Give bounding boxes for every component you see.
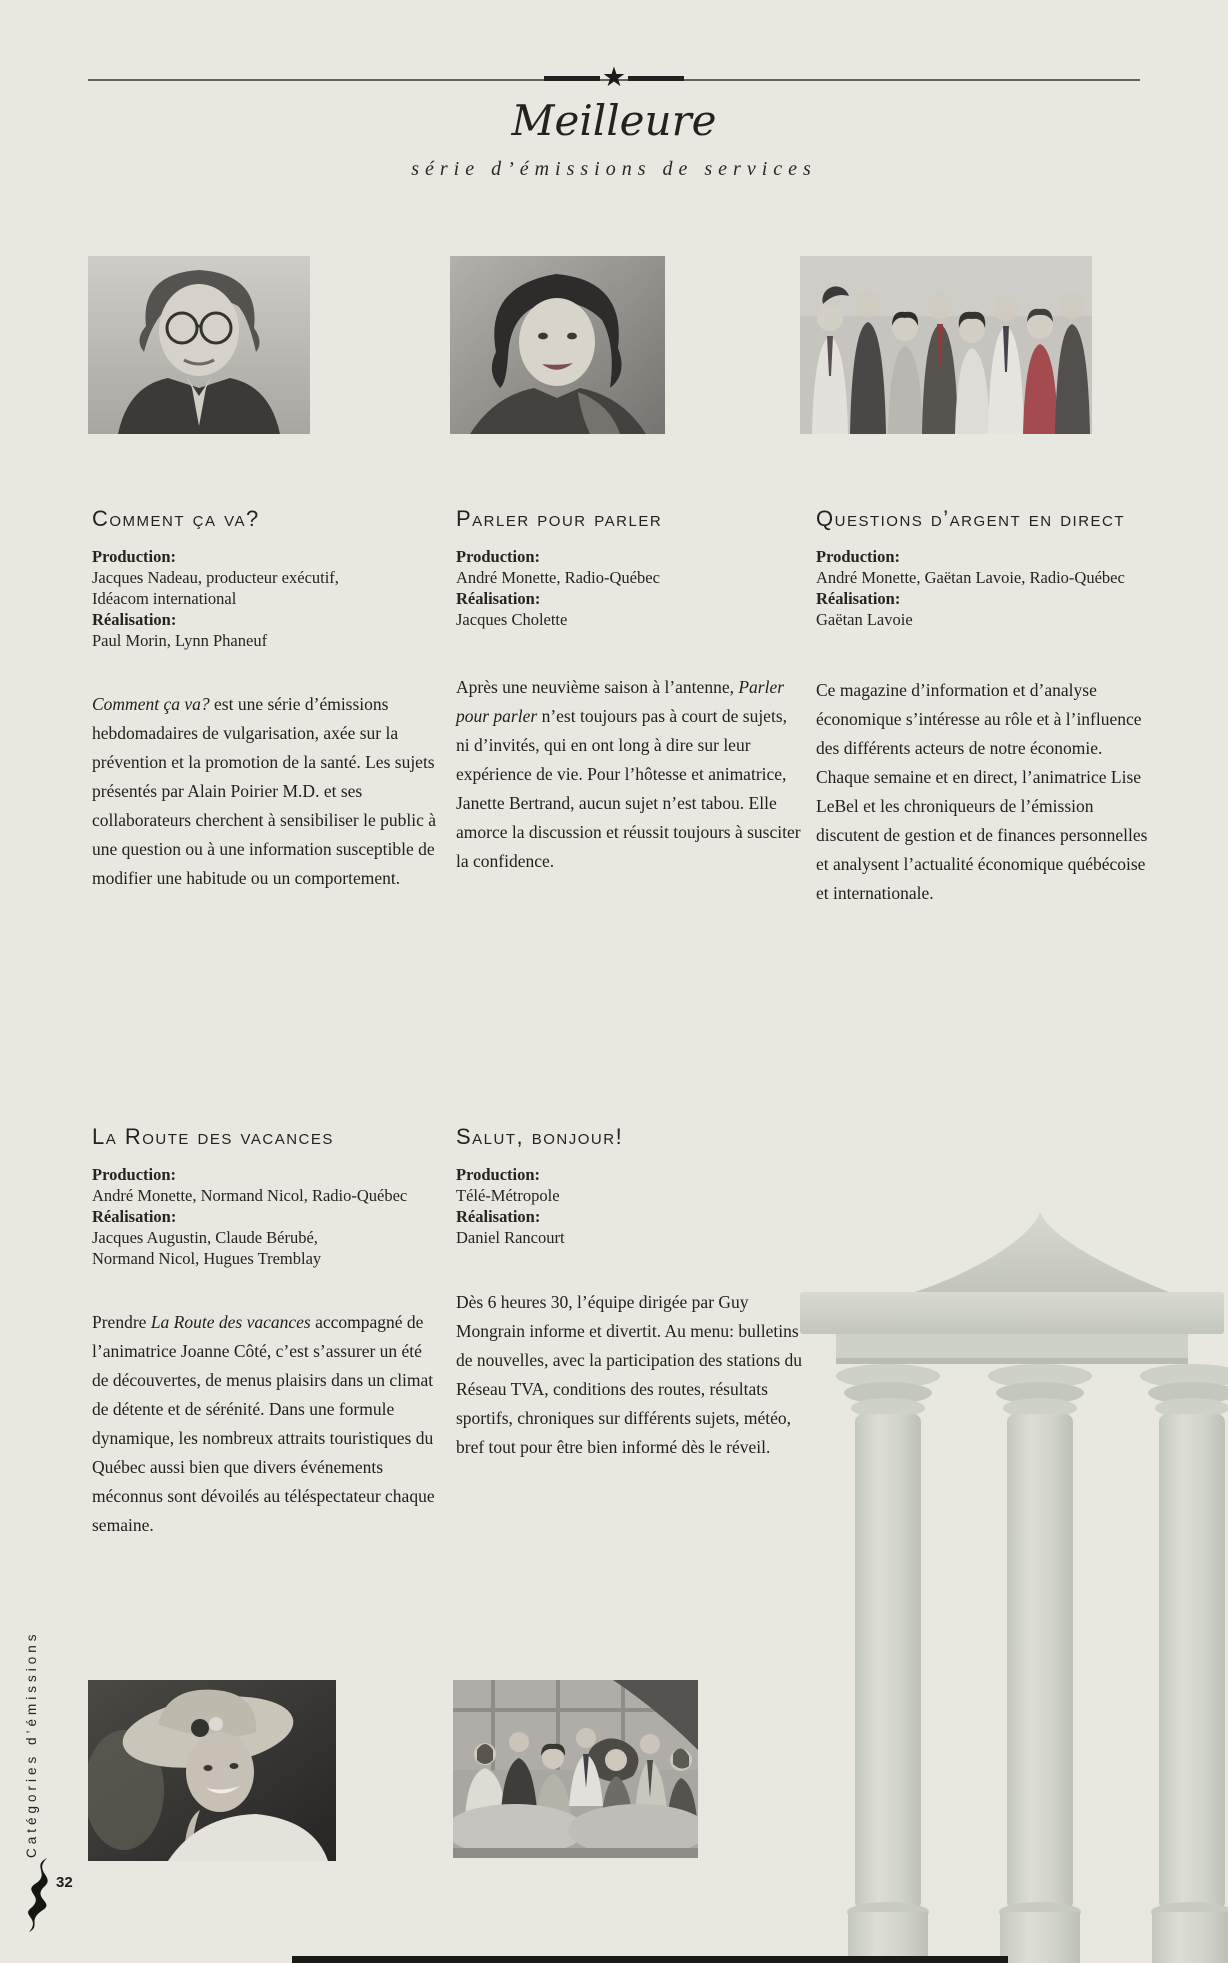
- production-names: Télé-Métropole: [456, 1186, 560, 1205]
- show-description: Ce magazine d’information et d’analyse économique s’intéresse au rôle et à l’influence des différents acteurs de notre économie. Chaque semaine et en direct, l’animatrice Lise LeBel et les chroniqueurs de l’émission discutent de gestion et de finances personnelles et analysent l’actualité économique québécoise et internationale.: [816, 680, 1148, 903]
- production-label: Production:: [816, 547, 901, 566]
- show-description: Comment ça va? est une série d’émissions hebdomadaires de vulgarisation, axée sur la prévention et la promotion de la santé. Les sujets présentés par Alain Poirier M.D. et ses collaborateurs cherchent à sensibiliser le public à une question ou à une information susceptible de modifier une habitude ou un comportement.: [92, 694, 437, 888]
- show-title: Salut, bonjour!: [456, 1124, 624, 1149]
- sidebar-category-label: Catégories d’émissions: [24, 1630, 39, 1858]
- show-title: La Route des vacances: [92, 1124, 334, 1149]
- photo-host-parler-pour-parler: [450, 256, 665, 434]
- realisation-names: Daniel Rancourt: [456, 1228, 565, 1247]
- show-card-questions-dargent: [816, 506, 1156, 903]
- credits-block: [456, 546, 804, 630]
- production-label: Production:: [92, 547, 177, 566]
- realisation-label: Réalisation:: [92, 610, 177, 629]
- production-names: André Monette, Normand Nicol, Radio-Québec: [92, 1186, 408, 1205]
- show-card-comment-ca-va: [92, 506, 440, 888]
- ornament-dash-right: [628, 76, 684, 81]
- production-names: André Monette, Gaëtan Lavoie, Radio-Québec: [816, 568, 1125, 587]
- realisation-names: Paul Morin, Lynn Phaneuf: [92, 631, 268, 650]
- show-title: Questions d’argent en direct: [816, 506, 1126, 531]
- show-description: Prendre La Route des vacances accompagné de l’animatrice Joanne Côté, c’est s’assurer un été de découvertes, de menus plaisirs dans un climat de détente et de sérénité. Dans une formule dynamique, les nombreux attraits touristiques du Québec aussi bien que divers événements méconnus sont dévoilés au téléspectateur chaque semaine.: [92, 1312, 435, 1535]
- page-number: 32: [56, 1874, 73, 1891]
- realisation-label: Réalisation:: [456, 589, 541, 608]
- photo-team-salut-bonjour: [453, 1680, 698, 1858]
- photo-host-comment-ca-va: [88, 256, 310, 434]
- show-card-la-route-des-vacances: [92, 1124, 440, 1535]
- credits-block: [92, 1164, 440, 1269]
- production-label: Production:: [456, 547, 541, 566]
- credits-block: [92, 546, 440, 651]
- photo-team-questions-dargent: [800, 256, 1092, 434]
- award-category-subtitle: série d’émissions de services: [411, 158, 817, 180]
- photo-host-la-route-des-vacances: [88, 1680, 336, 1861]
- credits-block: [816, 546, 1156, 630]
- show-card-salut-bonjour: [456, 1124, 804, 1457]
- ornament-dash-left: [544, 76, 600, 81]
- classical-columns-watermark: [760, 1200, 1228, 1963]
- show-card-parler-pour-parler: [456, 506, 804, 871]
- production-names: André Monette, Radio-Québec: [456, 568, 660, 587]
- credits-block: [456, 1164, 804, 1248]
- award-category-script-title: Meilleure: [511, 96, 717, 145]
- show-title: Comment ça va?: [92, 506, 260, 531]
- booklet-ribbon-logo-icon: [17, 1856, 57, 1934]
- realisation-label: Réalisation:: [92, 1207, 177, 1226]
- realisation-label: Réalisation:: [456, 1207, 541, 1226]
- show-description: Après une neuvième saison à l’antenne, Parler pour parler n’est toujours pas à court de sujets, ni d’invités, qui en ont long à dire sur leur expérience de vie. Pour l’hôtesse et animatrice, Janette Bertrand, aucun sujet n’est tabou. Elle amorce la discussion et réussit toujours à susciter la confidence.: [456, 677, 801, 871]
- star-icon: ★: [601, 62, 627, 93]
- production-names: Jacques Nadeau, producteur exécutif, Idéacom international: [92, 568, 339, 608]
- production-label: Production:: [92, 1165, 177, 1184]
- realisation-names: Jacques Cholette: [456, 610, 568, 629]
- realisation-label: Réalisation:: [816, 589, 901, 608]
- production-label: Production:: [456, 1165, 541, 1184]
- realisation-names: Gaëtan Lavoie: [816, 610, 913, 629]
- show-title: Parler pour parler: [456, 506, 663, 531]
- scan-edge-artifact: [292, 1956, 1008, 1963]
- show-description: Dès 6 heures 30, l’équipe dirigée par Guy Mongrain informe et divertit. Au menu: bulletins de nouvelles, avec la participation des stations du Réseau TVA, conditions des routes, résultats sportifs, chroniques sur différents sujets, météo, bref tout pour être bien informé dès le réveil.: [456, 1292, 803, 1457]
- realisation-names: Jacques Augustin, Claude Bérubé, Normand Nicol, Hugues Tremblay: [92, 1228, 322, 1268]
